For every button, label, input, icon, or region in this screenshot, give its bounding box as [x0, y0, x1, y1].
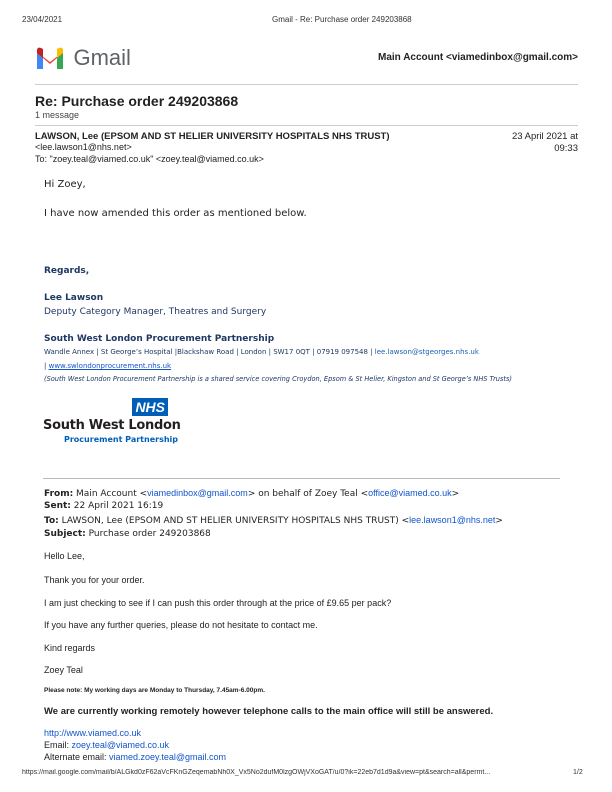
body-text: I have now amended this order as mentioned below. [44, 208, 307, 219]
nhs-logo [43, 398, 181, 446]
office-email-link[interactable]: office@viamed.co.uk [368, 488, 452, 498]
divider [35, 125, 578, 126]
quoted-subject [44, 529, 211, 539]
subject-value: Purchase order 249203868 [85, 529, 211, 539]
date-line: 23 April 2021 at [511, 131, 578, 142]
page-number: 1/2 [573, 769, 583, 776]
sig-org: South West London Procurement Partnership [44, 334, 275, 344]
email-line [44, 740, 169, 750]
quoted-p1: Thank you for your order. [44, 575, 145, 585]
greeting: Hi Zoey, [44, 179, 86, 190]
website-link[interactable]: http://www.viamed.co.uk [44, 728, 142, 738]
address-text: Wandle Annex | St George’s Hospital |Blackshaw Road | London | SW17 0QT | 07919 097548 | [44, 348, 375, 356]
logo-line2: Procurement Partnership [64, 435, 178, 444]
sig-title: Deputy Category Manager, Theatres and Surgery [44, 307, 267, 317]
recipient-line: To: "zoey.teal@viamed.co.uk" <zoey.teal@viamed.co.uk> [35, 154, 264, 164]
gmail-logo-text: Gmail [73, 45, 131, 70]
quoted-from [44, 488, 459, 499]
alt-email-label: Alternate email: [44, 752, 110, 762]
print-title: Gmail - Re: Purchase order 249203868 [272, 15, 412, 24]
print-date: 23/04/2021 [22, 15, 63, 24]
email-label: Email: [44, 740, 72, 750]
working-days-note: Please note: My working days are Monday to Thursday, 7.45am-6.00pm. [44, 687, 265, 694]
from-mid: > on behalf of Zoey Teal < [247, 489, 369, 499]
gmail-m-icon [35, 47, 65, 69]
sig-name: Lee Lawson [44, 293, 104, 303]
sig-email-link[interactable]: lee.lawson@stgeorges.nhs.uk [374, 348, 479, 356]
quote-divider [43, 478, 560, 479]
quoted-name: Zoey Teal [44, 665, 83, 675]
message-count: 1 message [35, 110, 80, 120]
quoted-to [44, 515, 503, 526]
gmail-logo[interactable] [35, 45, 131, 71]
from-end: > [451, 489, 460, 499]
to-label: To: [44, 516, 59, 526]
alt-email-line [44, 752, 226, 762]
thread-subject: Re: Purchase order 249203868 [35, 93, 239, 109]
sent-value: 22 April 2021 16:19 [70, 501, 164, 511]
logo-line1: South West London [43, 418, 181, 433]
sig-address [44, 348, 479, 356]
from-text: Main Account < [73, 489, 148, 499]
alt-email-link[interactable]: viamed.zoey.teal@gmail.com [109, 752, 227, 762]
separator: | [44, 362, 49, 370]
sig-regards: Regards, [44, 266, 90, 276]
quoted-p2: I am just checking to see if I can push this order through at the price of £9.65 per pack? [44, 598, 392, 608]
sig-website [44, 362, 171, 370]
quoted-sent [44, 501, 163, 511]
to-email-link[interactable]: lee.lawson1@nhs.net [409, 515, 496, 525]
sender-email: <lee.lawson1@nhs.net> [35, 142, 132, 152]
sender-name: LAWSON, Lee (EPSOM AND ST HELIER UNIVERSITY HOSPITALS NHS TRUST) [35, 131, 390, 142]
message-date [512, 131, 578, 154]
sent-label: Sent: [44, 501, 71, 511]
divider [35, 84, 578, 85]
sig-website-link[interactable]: www.swlondonprocurement.nhs.uk [48, 362, 172, 370]
from-label: From: [44, 489, 74, 499]
from-email-link[interactable]: viamedinbox@gmail.com [147, 488, 248, 498]
email-link[interactable]: zoey.teal@viamed.co.uk [71, 740, 170, 750]
quoted-greeting: Hello Lee, [44, 551, 85, 561]
quoted-p3: If you have any further queries, please do not hesitate to contact me. [44, 620, 318, 630]
sig-note: (South West London Procurement Partnership is a shared service covering Croydon, Epsom & St Helier, Kingston and St George’s NHS Trusts) [44, 375, 512, 383]
account-label: Main Account <viamedinbox@gmail.com> [378, 52, 578, 63]
time-line: 09:33 [554, 143, 578, 154]
nhs-badge: NHS [132, 398, 168, 416]
subject-label: Subject: [44, 529, 86, 539]
remote-notice: We are currently working remotely however telephone calls to the main office will still be answered. [44, 706, 494, 717]
to-end: > [495, 516, 503, 526]
to-text: LAWSON, Lee (EPSOM AND ST HELIER UNIVERSITY HOSPITALS NHS TRUST) < [58, 516, 410, 526]
print-url: https://mail.google.com/mail/b/ALGkd0zF62aVcFKnGZeqemabNh0X_Vx5No2dufM0lzgOWjVXoGAT/u/0?ik=22eb7d1d9a&view=pt&search=all&permt... [22, 769, 491, 776]
quoted-closing: Kind regards [44, 643, 96, 653]
